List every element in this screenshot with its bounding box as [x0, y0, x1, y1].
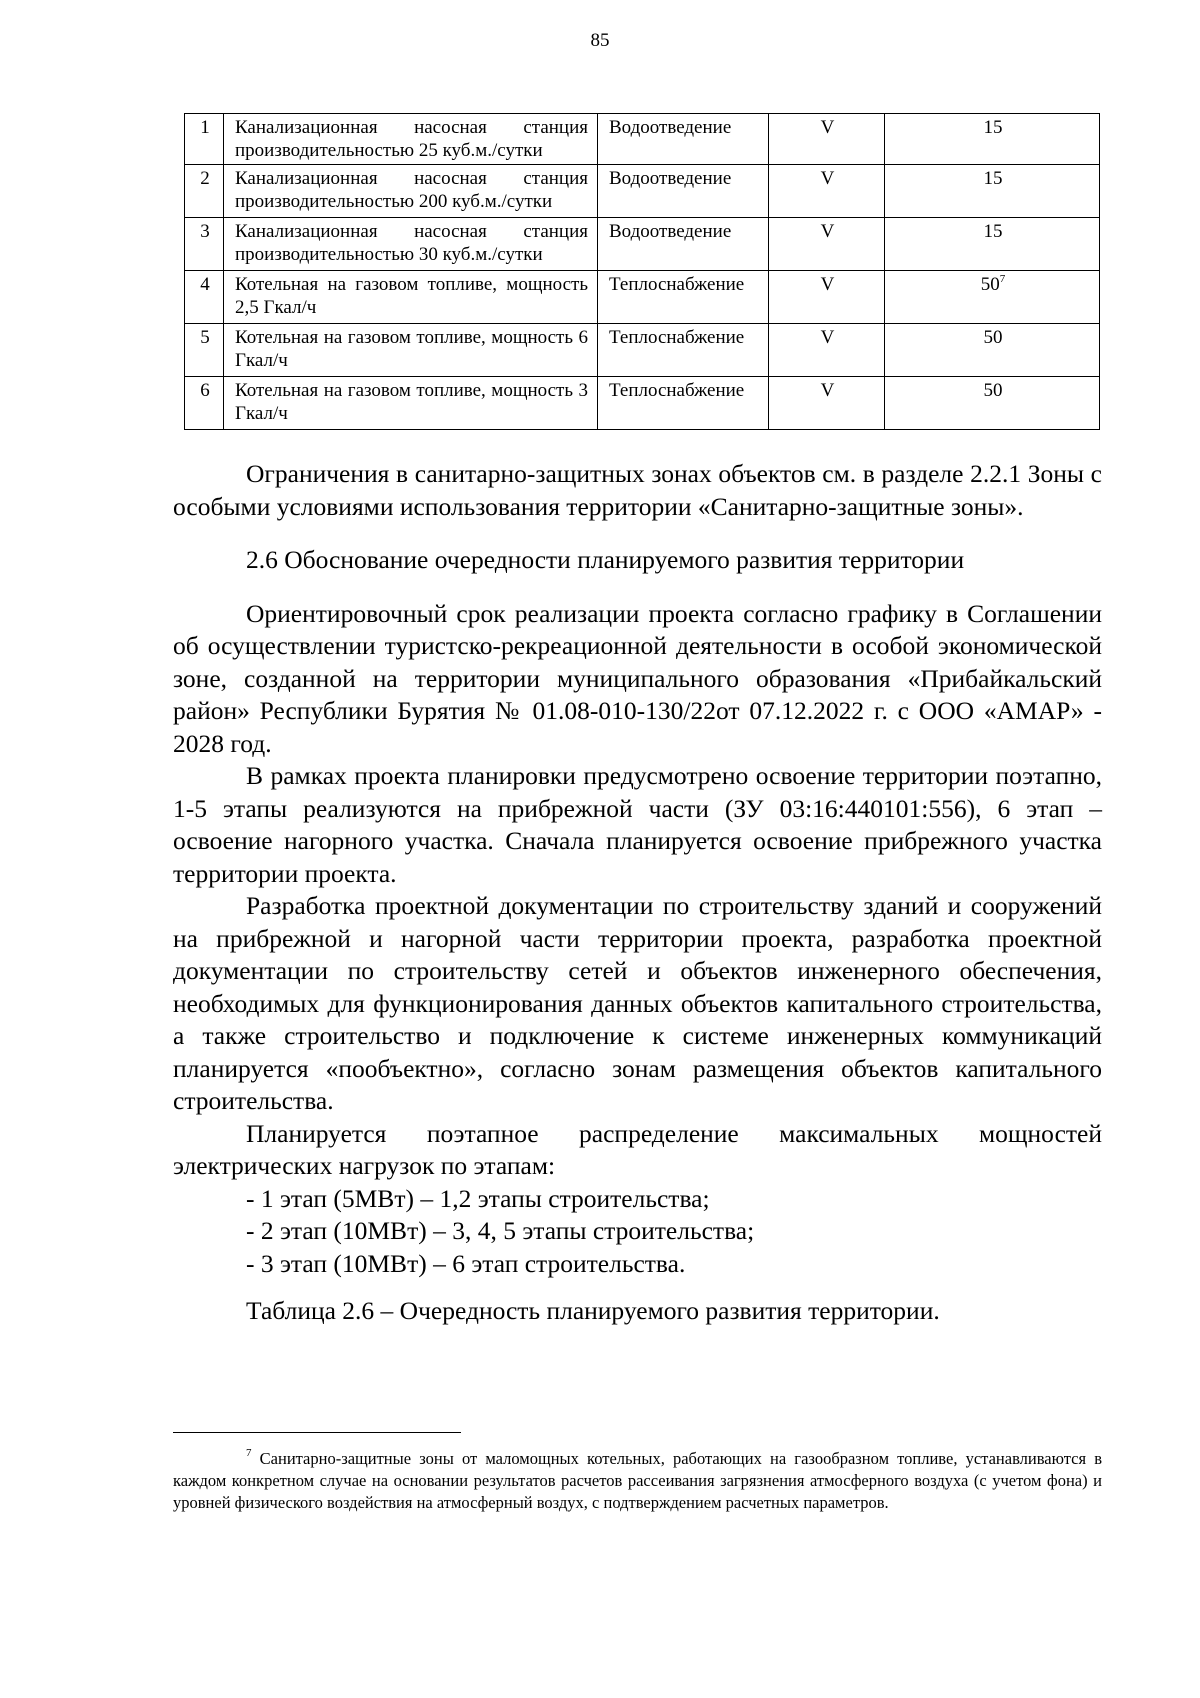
row-number: 5 — [185, 324, 224, 377]
object-category: Водоотведение — [598, 218, 769, 271]
stages-paragraph: В рамках проекта планировки предусмотрено освоение территории поэтапно, 1-5 этапы реализуются на прибрежной части (ЗУ 03:16:440101:556), 6 этап – освоение нагорного участка. Сначала планируется освоение прибрежного участка территории проекта. — [173, 761, 1102, 888]
footnote-text: Санитарно-защитные зоны от маломощных котельных, работающих на газообразном топливе, устанавливаются в каждом конкретном случае на основании результатов расчетов рассеивания загрязнения атмосферного воздуха (с учетом фона) и уровней физического воздействия на атмосферный воздух, с подтверждением расчетных параметров. — [173, 1449, 1102, 1512]
zone-value: 50 — [983, 327, 1003, 348]
object-category: Теплоснабжение — [598, 377, 769, 430]
table-row — [185, 377, 1100, 430]
objects-table — [184, 113, 1100, 430]
row-number: 6 — [185, 377, 224, 430]
table-row — [185, 324, 1100, 377]
zone-size — [885, 114, 1100, 165]
zone-size — [885, 165, 1100, 218]
restrictions-paragraph: Ограничения в санитарно-защитных зонах объектов см. в разделе 2.2.1 Зоны с особыми условиями использования территории «Санитарно-защитные зоны». — [173, 459, 1102, 521]
zone-size — [885, 271, 1100, 324]
object-class: V — [769, 165, 885, 218]
zone-size — [885, 377, 1100, 430]
object-category: Водоотведение — [598, 114, 769, 165]
object-category: Водоотведение — [598, 165, 769, 218]
object-name: Котельная на газовом топливе, мощность 6 Гкал/ч — [224, 324, 598, 377]
object-name: Канализационная насосная станция производительностью 30 куб.м./сутки — [224, 218, 598, 271]
object-class: V — [769, 324, 885, 377]
row-number: 1 — [185, 114, 224, 165]
object-name: Котельная на газовом топливе, мощность 2,5 Гкал/ч — [224, 271, 598, 324]
section-heading: 2.6 Обоснование очередности планируемого развития территории — [246, 545, 965, 574]
table-row — [185, 271, 1100, 324]
footnote-reference: 7 — [999, 273, 1006, 285]
body-text — [173, 458, 1102, 1328]
row-number: 4 — [185, 271, 224, 324]
zone-value: 15 — [983, 117, 1003, 138]
term-paragraph: Ориентировочный срок реализации проекта согласно графику в Соглашении об осуществлении туристско-рекреационной деятельности в особой экономической зоне, созданной на территории муниципального образования «Прибайкальский район» Республики Бурятия № 01.08-010-130/22от 07.12.2022 г. с ООО «АМАР» - 2028 год. — [173, 598, 1102, 758]
object-class: V — [769, 271, 885, 324]
object-name: Канализационная насосная станция производительностью 25 куб.м./сутки — [224, 114, 598, 165]
zone-size — [885, 218, 1100, 271]
footnote — [173, 1448, 1102, 1514]
power-intro-paragraph: Планируется поэтапное распределение максимальных мощностей электрических нагрузок по этапам: — [173, 1118, 1102, 1180]
footnote-mark: 7 — [246, 1447, 252, 1459]
object-class: V — [769, 377, 885, 430]
object-class: V — [769, 114, 885, 165]
zone-value: 50 — [983, 380, 1003, 401]
footnote-divider — [173, 1432, 461, 1433]
row-number: 3 — [185, 218, 224, 271]
object-name: Котельная на газовом топливе, мощность 3 Гкал/ч — [224, 377, 598, 430]
table-caption: Таблица 2.6 – Очередность планируемого развития территории. — [246, 1296, 940, 1325]
row-number: 2 — [185, 165, 224, 218]
table-row — [185, 165, 1100, 218]
object-name: Канализационная насосная станция производительностью 200 куб.м./сутки — [224, 165, 598, 218]
table-row — [185, 114, 1100, 165]
zone-value: 50 — [980, 274, 1000, 295]
zone-value: 15 — [983, 168, 1003, 189]
power-list-item: - 1 этап (5МВт) – 1,2 этапы строительства; — [246, 1183, 710, 1213]
object-category: Теплоснабжение — [598, 324, 769, 377]
power-list-item: - 3 этап (10МВт) – 6 этап строительства. — [246, 1248, 686, 1278]
object-class: V — [769, 218, 885, 271]
zone-size — [885, 324, 1100, 377]
table-row — [185, 218, 1100, 271]
zone-value: 15 — [983, 221, 1003, 242]
page-number: 85 — [590, 30, 610, 51]
power-list-item: - 2 этап (10МВт) – 3, 4, 5 этапы строительства; — [246, 1216, 755, 1245]
object-category: Теплоснабжение — [598, 271, 769, 324]
design-paragraph: Разработка проектной документации по строительству зданий и сооружений на прибрежной и нагорной части территории проекта, разработка проектной документации по строительству сетей и объектов инженерного обеспечения, необходимых для функционирования данных объектов капитального строительства, а также строительство и подключение к системе инженерных коммуникаций планируется «пообъектно», согласно зонам размещения объектов капитального строительства. — [173, 891, 1102, 1115]
